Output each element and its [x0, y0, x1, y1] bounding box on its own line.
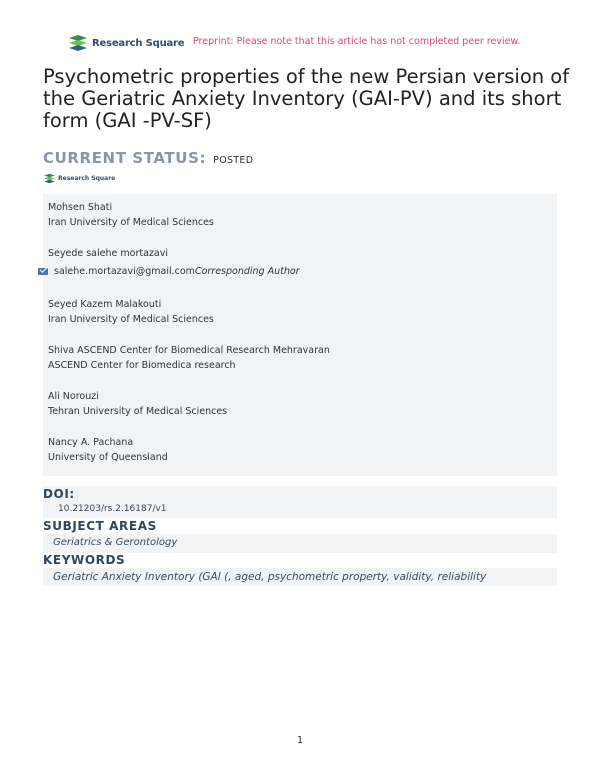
research-square-logo[interactable]: [67, 34, 184, 52]
corresponding-author-label: Corresponding Author: [194, 266, 300, 277]
author-affiliation: Iran University of Medical Sciences: [48, 314, 214, 325]
keywords-label: KEYWORDS: [43, 553, 126, 567]
paper-title: Psychometric properties of the new Persian version of the Geriatric Anxiety Inventory (GAI-PV) and its short form (GAI -PV-SF): [43, 65, 570, 132]
doi-label: DOI:: [43, 487, 75, 501]
author-affiliation: Iran University of Medical Sciences: [48, 217, 214, 228]
subject-areas-value[interactable]: Geriatrics & Gerontology: [53, 537, 178, 548]
research-square-small-logo: [43, 173, 115, 184]
author-name: Seyed Kazem Malakouti: [48, 299, 162, 310]
current-status: [43, 148, 253, 167]
research-square-small-logo-icon: [43, 173, 56, 184]
author-affiliation: Tehran University of Medical Sciences: [48, 406, 228, 417]
authors-panel: [43, 194, 557, 476]
small-logo-text: Research Square: [58, 175, 116, 182]
mail-icon: [38, 268, 48, 275]
subject-areas-label: SUBJECT AREAS: [43, 519, 157, 533]
author-name: Shiva ASCEND Center for Biomedical Research Mehravaran: [48, 345, 330, 356]
preprint-notice: Preprint: Please note that this article has not completed peer review.: [193, 36, 521, 47]
status-value: POSTED: [213, 155, 254, 166]
research-square-logo-icon: [67, 34, 89, 52]
author-email[interactable]: salehe.mortazavi@gmail.com: [54, 266, 195, 277]
doi-value[interactable]: 10.21203/rs.2.16187/v1: [58, 504, 167, 514]
author-name: Seyede salehe mortazavi: [48, 248, 168, 259]
page-number: 1: [296, 735, 304, 746]
author-email-row: [38, 266, 300, 277]
author-name: Mohsen Shati: [48, 202, 113, 213]
author-affiliation: University of Queensland: [48, 452, 168, 463]
author-name: Ali Norouzi: [48, 391, 99, 402]
author-name: Nancy A. Pachana: [48, 437, 134, 448]
logo-text: Research Square: [92, 37, 185, 49]
status-label: CURRENT STATUS:: [43, 149, 207, 167]
author-affiliation: ASCEND Center for Biomedica research: [48, 360, 236, 371]
keywords-value: Geriatric Anxiety Inventory (GAI (, aged, psychometric property, validity, reliability: [53, 571, 487, 583]
